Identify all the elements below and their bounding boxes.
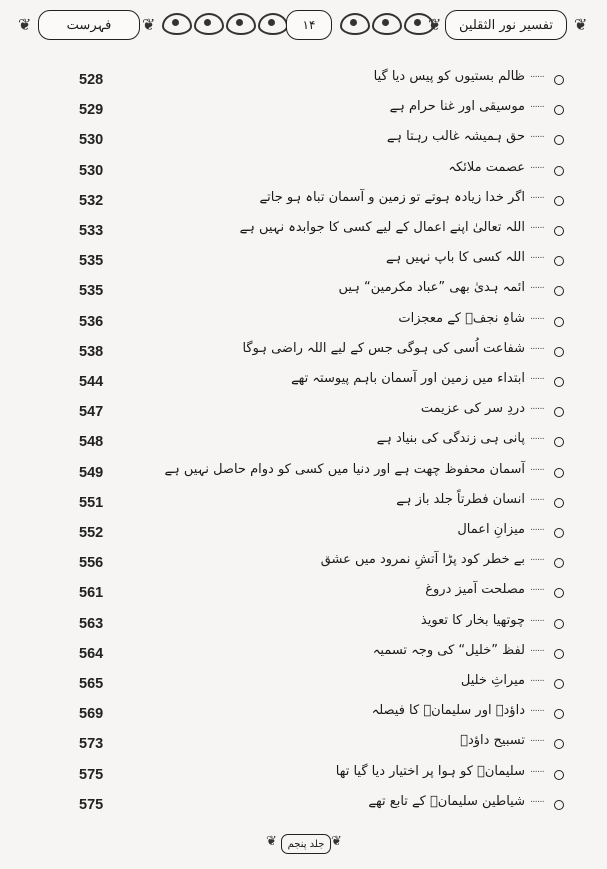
leader-dots: ...... [530, 251, 545, 262]
circle-bullet-icon [554, 468, 564, 478]
circle-bullet-icon [554, 649, 564, 659]
toc-entry [0, 763, 607, 787]
page-ref: 573 [79, 736, 104, 753]
circle-bullet-icon [554, 588, 564, 598]
entry-title: ائمہ ہدیٰ بھی ”عباد مکرمین“ ہیں [338, 280, 525, 296]
section-title: فہرست [66, 17, 112, 33]
volume-label: جلد پنجم [287, 838, 325, 850]
ornament-curl-icon: ❦ [18, 15, 32, 34]
page-ref: 565 [79, 676, 104, 692]
toc-entry [0, 400, 607, 424]
page-ref: 556 [79, 555, 104, 572]
toc-entry [0, 279, 607, 303]
ornament-curl-icon: ❦ [574, 15, 588, 34]
page-ref: 532 [79, 192, 104, 209]
book-title-box [445, 10, 567, 40]
circle-bullet-icon [554, 709, 564, 719]
leader-dots: ...... [530, 583, 545, 594]
ornament-curl-icon: ❦ [331, 834, 342, 849]
circle-bullet-icon [554, 226, 564, 236]
volume-label-box [281, 834, 331, 854]
page-ref: 547 [79, 404, 104, 421]
toc-entry [0, 581, 607, 605]
book-title: تفسیر نور الثقلین [459, 17, 553, 33]
entry-title: شفاعت اُسی کی ہوگی جس کے لیے اللہ راضی ہوگا [242, 340, 525, 356]
circle-bullet-icon [554, 528, 564, 538]
leader-dots: ...... [530, 402, 545, 413]
circle-bullet-icon [554, 166, 564, 176]
circle-bullet-icon [554, 619, 564, 629]
leader-dots: ...... [530, 674, 545, 684]
toc-entry [0, 612, 607, 636]
entry-title: شیاطین سلیمانؑ کے تابع تھے [368, 793, 525, 809]
toc-entry [0, 310, 607, 334]
entry-title: اللہ تعالیٰ اپنے اعمال کے لیے کسی کا جوابدہ نہیں ہے [239, 220, 525, 235]
entry-title: تسبیح داؤدؑ [460, 733, 525, 749]
page-ref: 538 [79, 343, 104, 360]
leader-dots: ...... [530, 130, 545, 141]
entry-title: لفظ ”خلیل“ کی وجہ تسمیہ [372, 642, 525, 658]
leader-dots: ...... [530, 523, 545, 533]
toc-entry [0, 340, 607, 364]
page-ref: 561 [79, 585, 104, 602]
leader-dots: ...... [530, 462, 545, 473]
toc-entry [0, 732, 607, 756]
ornament-curl-icon: ❦ [142, 15, 156, 34]
page-ref: 575 [79, 796, 104, 813]
leader-dots: ...... [530, 613, 545, 624]
circle-bullet-icon [554, 317, 564, 327]
page-number-box [286, 10, 332, 40]
page-ref: 548 [79, 434, 104, 451]
circle-bullet-icon [554, 135, 564, 145]
page-ref: 529 [79, 102, 104, 119]
leader-dots: ...... [530, 432, 545, 443]
circle-bullet-icon [554, 679, 564, 689]
leader-dots: ...... [530, 372, 545, 382]
page-ref: 528 [79, 72, 104, 88]
toc-entry [0, 491, 607, 515]
page-ref: 552 [79, 525, 104, 541]
circle-bullet-icon [554, 407, 564, 417]
circle-bullet-icon [554, 105, 564, 115]
entry-title: اللہ کسی کا باپ نہیں ہے [385, 250, 525, 266]
header-ornament-right [340, 14, 434, 34]
toc-entry [0, 68, 607, 92]
circle-bullet-icon [554, 256, 564, 266]
entry-title: حق ہمیشہ غالب رہتا ہے [386, 129, 525, 145]
leader-dots: ...... [530, 100, 545, 111]
leader-dots: ...... [530, 643, 545, 654]
entry-title: شاہِ نجفؑ کے معجزات [398, 310, 525, 326]
page-ref: 536 [79, 313, 104, 330]
page-ref: 569 [79, 706, 104, 723]
toc-entry [0, 98, 607, 122]
entry-title: انسان فطرتاً جلد باز ہے [396, 491, 525, 507]
leader-dots: ...... [530, 311, 545, 322]
circle-bullet-icon [554, 347, 564, 357]
circle-bullet-icon [554, 739, 564, 749]
toc-entry [0, 642, 607, 666]
leader-dots: ...... [530, 492, 545, 503]
circle-bullet-icon [554, 558, 564, 568]
toc-entry [0, 793, 607, 817]
toc-entry [0, 702, 607, 726]
entry-title: ظالم بستیوں کو پیس دیا گیا [373, 69, 525, 84]
entry-title: میزانِ اعمال [457, 522, 525, 537]
toc-entry [0, 249, 607, 273]
entry-title: آسمان محفوظ چھت ہے اور دنیا میں کسی کو دوام حاصل نہیں ہے [164, 461, 525, 477]
leader-dots: ...... [530, 341, 545, 352]
entry-title: میراثِ خلیل [460, 673, 525, 688]
page-ref: 544 [79, 374, 104, 390]
toc-entry [0, 219, 607, 243]
page-ref: 533 [79, 223, 104, 239]
circle-bullet-icon [554, 286, 564, 296]
circle-bullet-icon [554, 75, 564, 85]
leader-dots: ...... [530, 221, 545, 231]
page-ref: 575 [79, 766, 104, 783]
toc-entry [0, 461, 607, 485]
entry-title: مصلحت آمیز دروغ [425, 582, 525, 598]
entry-title: ابتداء میں زمین اور آسمان باہم پیوستہ تھے [291, 371, 525, 386]
toc-entry [0, 430, 607, 454]
page-ref: 563 [79, 615, 104, 632]
toc-entry [0, 521, 607, 545]
circle-bullet-icon [554, 196, 564, 206]
page-ref: 535 [79, 283, 104, 300]
entry-title: سلیمانؑ کو ہوا پر اختیار دیا گیا تھا [335, 763, 525, 779]
toc-entry [0, 159, 607, 183]
page-header [0, 0, 607, 50]
entry-title: موسیقی اور غنا حرام ہے [389, 99, 525, 115]
toc-entry [0, 128, 607, 152]
leader-dots: ...... [530, 190, 545, 201]
page-ref: 530 [79, 162, 104, 179]
page-ref: 535 [79, 253, 104, 270]
leader-dots: ...... [530, 160, 545, 171]
circle-bullet-icon [554, 377, 564, 387]
ornament-curl-icon: ❦ [266, 834, 277, 849]
leader-dots: ...... [530, 734, 545, 745]
circle-bullet-icon [554, 800, 564, 810]
entry-title: بے خطر کود پڑا آتشِ نمرود میں عشق [320, 552, 525, 568]
page-ref: 549 [79, 464, 104, 481]
toc-entry [0, 189, 607, 213]
ornament-curl-icon: ❦ [428, 15, 442, 34]
section-title-box [38, 10, 140, 40]
page-number: ۱۴ [302, 18, 316, 32]
entry-title: داؤدؑ اور سلیمانؑ کا فیصلہ [371, 703, 525, 719]
page-ref: 551 [79, 494, 104, 511]
circle-bullet-icon [554, 498, 564, 508]
header-ornament-left [162, 14, 288, 34]
leader-dots: ...... [530, 764, 545, 775]
circle-bullet-icon [554, 770, 564, 780]
leader-dots: ...... [530, 704, 545, 715]
leader-dots: ...... [530, 281, 545, 292]
entry-title: عصمت ملائکہ [448, 159, 525, 175]
page-ref: 564 [79, 645, 104, 662]
leader-dots: ...... [530, 553, 545, 564]
circle-bullet-icon [554, 437, 564, 447]
toc-entry [0, 370, 607, 394]
toc-entry [0, 672, 607, 696]
leader-dots: ...... [530, 794, 545, 805]
entry-title: پانی ہی زندگی کی بنیاد ہے [376, 431, 525, 447]
toc-entry [0, 551, 607, 575]
entry-title: دردِ سر کی عزیمت [420, 401, 525, 417]
leader-dots: ...... [530, 70, 545, 80]
entry-title: اگر خدا زیادہ ہوتے تو زمین و آسمان تباہ ہو جاتے [259, 189, 525, 205]
page-ref: 530 [79, 132, 104, 149]
entry-title: چوتھیا بخار کا تعویذ [420, 612, 525, 628]
